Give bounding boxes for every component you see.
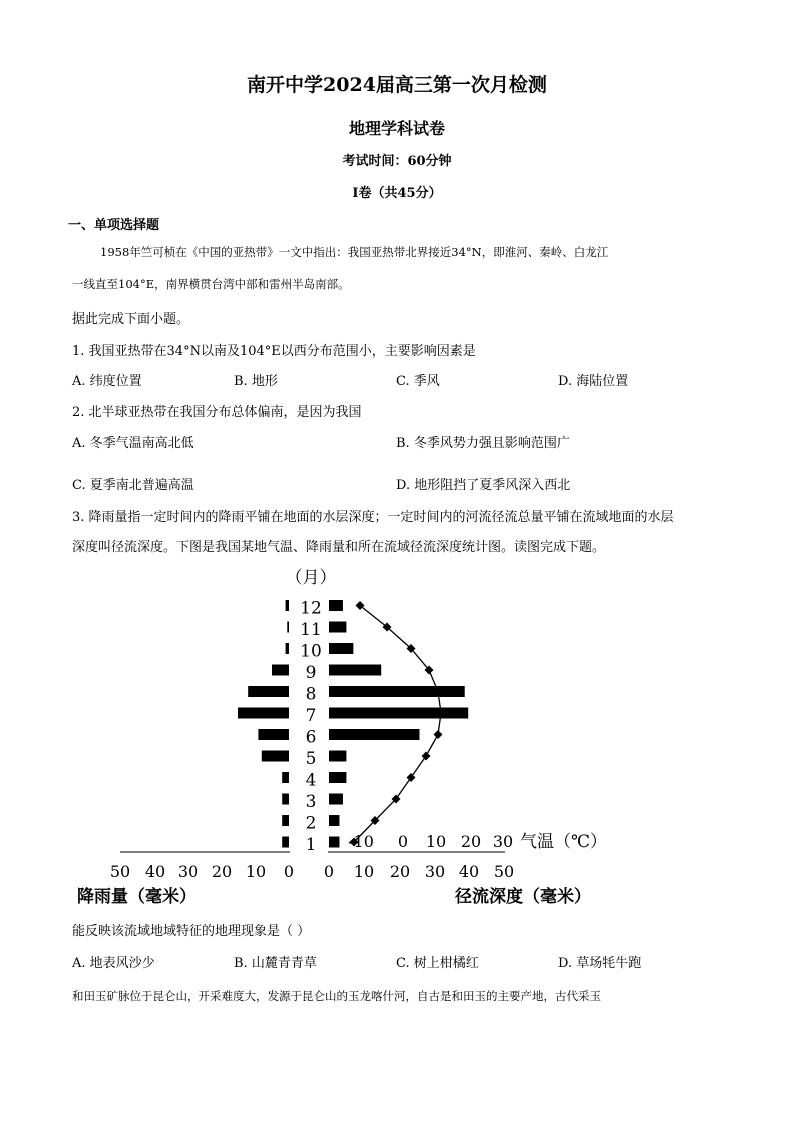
month-label: 8 — [305, 684, 317, 705]
subject-title: 地理学科试卷 — [348, 119, 445, 138]
runoff-tick: 10 — [353, 862, 375, 881]
q1-option-b[interactable]: B. 地形 — [234, 374, 278, 389]
rainfall-bar — [282, 772, 289, 783]
exam-time: 考试时间：60分钟 — [342, 154, 452, 169]
rainfall-tick: 50 — [109, 862, 131, 881]
passage-line-1: 1958年竺可桢在《中国的亚热带》一文中指出：我国亚热带北界接近34°N，即淮河、秦岭、白龙江 — [100, 245, 609, 259]
runoff-bar — [329, 815, 339, 826]
q3-option-b[interactable]: B. 山麓青青草 — [234, 956, 317, 971]
runoff-bar — [329, 729, 419, 740]
page-title: 南开中学2024届高三第一次月检测 — [247, 74, 547, 96]
q2-stem: 2. 北半球亚热带在我国分布总体偏南，是因为我国 — [72, 405, 362, 420]
q3-stem-line-1: 3. 降雨量指一定时间内的降雨平铺在地面的水层深度；一定时间内的河流径流总量平铺在流域地面的水层 — [72, 510, 674, 525]
rainfall-tick: 20 — [211, 862, 233, 881]
rainfall-bar — [282, 837, 289, 848]
rainfall-bar — [248, 686, 289, 697]
runoff-tick: 50 — [493, 862, 515, 881]
runoff-bar — [329, 794, 343, 805]
rainfall-bars — [238, 600, 289, 848]
runoff-bar — [329, 751, 346, 762]
runoff-tick: 20 — [389, 862, 411, 881]
runoff-bar — [329, 686, 465, 697]
climate-runoff-chart — [60, 560, 660, 915]
rainfall-axis-label: 降雨量（毫米） — [77, 887, 196, 907]
rainfall-bar — [258, 729, 289, 740]
q2-option-a[interactable]: A. 冬季气温南高北低 — [72, 436, 194, 451]
rainfall-bar — [286, 600, 289, 611]
passage-line-2: 一线直至104°E，南界横贯台湾中部和雷州半岛南部。 — [72, 277, 350, 291]
rainfall-bar — [286, 643, 289, 654]
temperature-axis-label: 气温（℃） — [520, 832, 608, 852]
temperature-point — [407, 773, 416, 782]
q2-option-c[interactable]: C. 夏季南北普遍高温 — [72, 478, 194, 493]
rainfall-bar — [262, 751, 289, 762]
q2-option-b[interactable]: B. 冬季风势力强且影响范围广 — [396, 436, 570, 451]
temperature-tick: 10 — [425, 832, 447, 851]
temperature-tick: 30 — [492, 832, 514, 851]
runoff-tick: 40 — [458, 862, 480, 881]
instruction: 据此完成下面小题。 — [72, 312, 190, 327]
month-label: 6 — [305, 727, 317, 748]
rainfall-tick: 10 — [245, 862, 267, 881]
continuation-passage: 和田玉矿脉位于昆仑山，开采难度大，发源于昆仑山的玉龙喀什河，自古是和田玉的主要产地，古代采玉 — [72, 989, 601, 1003]
runoff-axis-label: 径流深度（毫米） — [455, 887, 591, 907]
runoff-bar — [329, 622, 346, 633]
q3-option-a[interactable]: A. 地表风沙少 — [72, 956, 155, 971]
rainfall-tick: 30 — [177, 862, 199, 881]
q3-option-c[interactable]: C. 树上柑橘红 — [396, 956, 479, 971]
q3-question: 能反映该流域地域特征的地理现象是（ ） — [72, 924, 311, 939]
month-label: 2 — [305, 813, 317, 834]
q1-option-a[interactable]: A. 纬度位置 — [72, 374, 142, 389]
month-label: 1 — [305, 835, 317, 855]
runoff-bar — [329, 665, 381, 676]
runoff-tick: 0 — [323, 862, 335, 881]
rainfall-bar — [238, 708, 289, 719]
months-label: （月） — [285, 568, 337, 588]
q1-option-c[interactable]: C. 季风 — [396, 374, 440, 389]
temperature-curve — [354, 606, 441, 843]
rainfall-tick: 0 — [283, 862, 295, 881]
month-label: 11 — [300, 620, 322, 640]
runoff-tick: 30 — [424, 862, 446, 881]
runoff-bar — [329, 708, 468, 719]
volume-label: I卷（共45分） — [352, 186, 442, 201]
month-label: 9 — [305, 663, 317, 683]
runoff-bar — [329, 772, 346, 783]
month-label: 5 — [305, 749, 317, 769]
q1-option-d[interactable]: D. 海陆位置 — [558, 374, 629, 389]
month-label: 3 — [305, 792, 317, 812]
month-label: 7 — [305, 706, 317, 726]
section-heading: 一、单项选择题 — [68, 218, 160, 233]
temperature-point — [422, 752, 431, 761]
runoff-bar — [329, 643, 353, 654]
runoff-bar — [329, 837, 339, 848]
q3-option-d[interactable]: D. 草场牦牛跑 — [558, 956, 642, 971]
q1-stem: 1. 我国亚热带在34°N以南及104°E以西分布范围小，主要影响因素是 — [72, 344, 476, 359]
q2-option-d[interactable]: D. 地形阻挡了夏季风深入西北 — [396, 478, 571, 493]
temperature-tick: 20 — [460, 832, 482, 851]
month-label: 10 — [300, 641, 322, 662]
temperature-point — [434, 730, 443, 739]
q3-stem-line-2: 深度叫径流深度。下图是我国某地气温、降雨量和所在流域径流深度统计图。读图完成下题。 — [72, 540, 606, 555]
rainfall-tick: 40 — [144, 862, 166, 881]
month-label: 4 — [305, 770, 317, 791]
rainfall-bar — [282, 815, 289, 826]
rainfall-bar — [272, 665, 289, 676]
temperature-tick: 0 — [397, 832, 409, 851]
temperature-line — [350, 601, 446, 847]
rainfall-bar — [287, 622, 289, 633]
rainfall-bar — [282, 794, 289, 805]
runoff-bar — [329, 600, 343, 611]
temperature-tick: -10 — [348, 832, 374, 851]
month-label: 12 — [300, 598, 322, 619]
